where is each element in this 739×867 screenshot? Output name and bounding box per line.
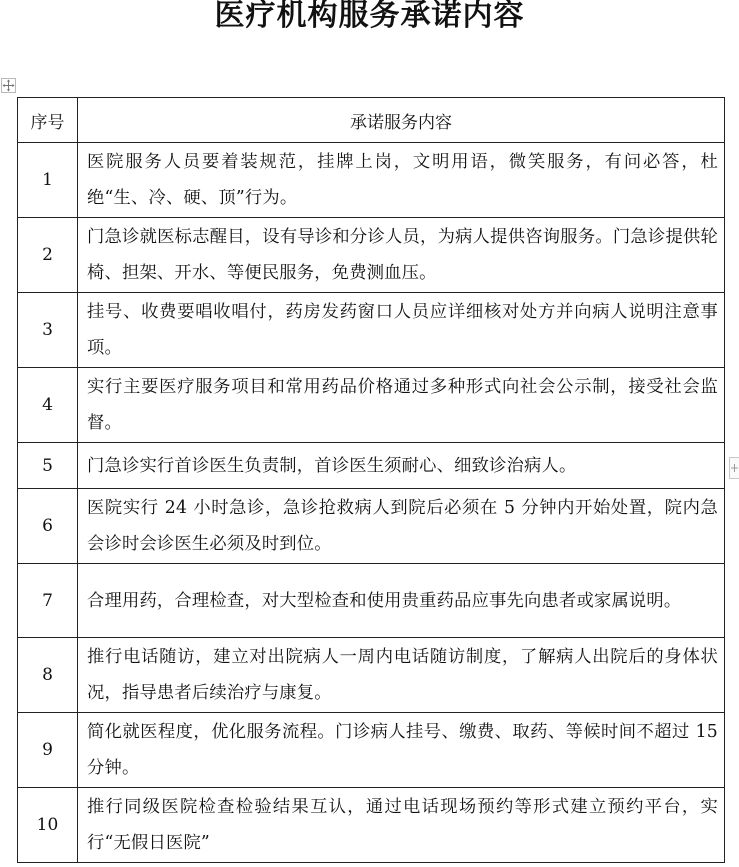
row-content: 实行主要医疗服务项目和常用药品价格通过多种形式向社会公示制，接受社会监督。 [78, 368, 725, 443]
row-number: 2 [18, 218, 78, 293]
table-row [18, 443, 725, 489]
table-row [18, 368, 725, 443]
row-content: 推行同级医院检查检验结果互认，通过电话现场预约等形式建立预约平台，实行“无假日医院” [78, 788, 725, 863]
table-row [18, 788, 725, 863]
header-commitment-content: 承诺服务内容 [78, 98, 725, 143]
table-row [18, 713, 725, 788]
row-number: 5 [18, 443, 78, 489]
row-number: 9 [18, 713, 78, 788]
row-number: 1 [18, 143, 78, 218]
row-content: 门急诊就医标志醒目，设有导诊和分诊人员，为病人提供咨询服务。门急诊提供轮椅、担架、开水、等便民服务，免费测血压。 [78, 218, 725, 293]
add-row-handle-icon[interactable] [729, 457, 739, 479]
row-content: 合理用药，合理检查，对大型检查和使用贵重药品应事先向患者或家属说明。 [78, 564, 725, 638]
row-number: 3 [18, 293, 78, 368]
table-row [18, 638, 725, 713]
row-number: 7 [18, 564, 78, 638]
row-content: 推行电话随访，建立对出院病人一周内电话随访制度，了解病人出院后的身体状况，指导患者后续治疗与康复。 [78, 638, 725, 713]
row-number: 6 [18, 489, 78, 564]
commitment-table [17, 97, 725, 863]
row-content: 医院服务人员要着装规范，挂牌上岗，文明用语，微笑服务，有问必答，杜绝“生、冷、硬、顶”行为。 [78, 143, 725, 218]
row-content: 门急诊实行首诊医生负责制，首诊医生须耐心、细致诊治病人。 [78, 443, 725, 489]
table-row [18, 293, 725, 368]
row-number: 10 [18, 788, 78, 863]
document-title: 医疗机构服务承诺内容 [214, 0, 525, 33]
header-serial-number: 序号 [18, 98, 78, 143]
table-row [18, 564, 725, 638]
row-content: 挂号、收费要唱收唱付，药房发药窗口人员应详细核对处方并向病人说明注意事项。 [78, 293, 725, 368]
table-row [18, 143, 725, 218]
row-content: 医院实行 24 小时急诊，急诊抢救病人到院后必须在 5 分钟内开始处置，院内急会诊时会诊医生必须及时到位。 [78, 489, 725, 564]
table-header-row [18, 98, 725, 143]
row-number: 4 [18, 368, 78, 443]
row-content: 简化就医程度，优化服务流程。门诊病人挂号、缴费、取药、等候时间不超过 15 分钟。 [78, 713, 725, 788]
table-row [18, 218, 725, 293]
table-row [18, 489, 725, 564]
row-number: 8 [18, 638, 78, 713]
table-move-handle-icon[interactable] [1, 78, 16, 93]
